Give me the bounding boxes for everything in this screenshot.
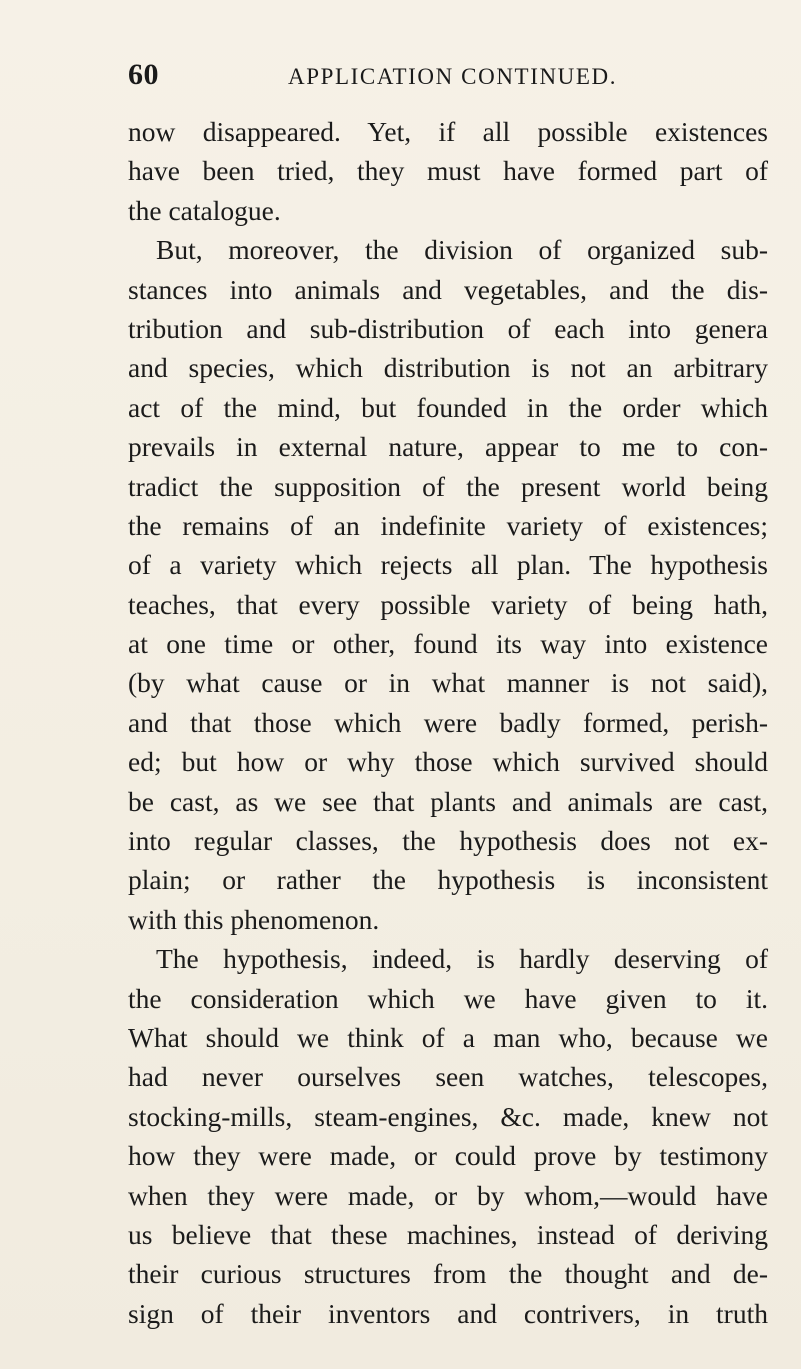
text-line: their curious structures from the thought and de- bbox=[128, 1258, 768, 1290]
text-line: (by what cause or in what manner is not said), bbox=[128, 667, 768, 699]
text-line: act of the mind, but founded in the order which bbox=[128, 391, 768, 423]
text-line: the remains of an indefinite variety of existences; bbox=[128, 509, 768, 541]
text-line: tribution and sub-distribution of each into genera bbox=[128, 312, 768, 344]
text-line: The hypothesis, indeed, is hardly deserving of bbox=[156, 943, 768, 975]
text-line: now disappeared. Yet, if all possible existences bbox=[128, 116, 768, 147]
text-line: and that those which were badly formed, perish- bbox=[128, 706, 768, 738]
text-line: when they were made, or by whom,—would have bbox=[128, 1179, 768, 1211]
text-line: prevails in external nature, appear to me to con- bbox=[128, 431, 768, 463]
text-line: into regular classes, the hypothesis does not ex- bbox=[128, 825, 768, 857]
text-line: tradict the supposition of the present world being bbox=[128, 470, 768, 502]
text-line: of a variety which rejects all plan. The hypothesis bbox=[128, 549, 768, 581]
text-line: us believe that these machines, instead of deriving bbox=[128, 1218, 768, 1250]
text-line: But, moreover, the division of organized sub- bbox=[156, 234, 768, 266]
page-number: 60 bbox=[128, 58, 159, 91]
text-line: and species, which distribution is not an arbitrary bbox=[128, 352, 768, 384]
text-line: the catalogue. bbox=[128, 194, 281, 226]
body-text bbox=[128, 112, 768, 1333]
text-line: the consideration which we have given to it. bbox=[128, 982, 768, 1014]
text-line: have been tried, they must have formed part of bbox=[128, 155, 768, 187]
page-header bbox=[128, 58, 768, 98]
text-line: stances into animals and vegetables, and the dis- bbox=[128, 273, 768, 305]
running-head: APPLICATION CONTINUED. bbox=[288, 64, 618, 89]
text-line: What should we think of a man who, because we bbox=[128, 1021, 768, 1053]
text-line: how they were made, or could prove by testimony bbox=[128, 1140, 768, 1172]
text-line: with this phenomenon. bbox=[128, 903, 380, 935]
text-line: had never ourselves seen watches, telescopes, bbox=[128, 1061, 768, 1093]
text-line: at one time or other, found its way into existence bbox=[128, 628, 768, 660]
text-line: ed; but how or why those which survived should bbox=[128, 746, 768, 778]
text-line: be cast, as we see that plants and animals are cast, bbox=[128, 785, 768, 817]
text-line: teaches, that every possible variety of being hath, bbox=[128, 588, 768, 620]
text-line: sign of their inventors and contrivers, in truth bbox=[128, 1297, 768, 1329]
text-line: plain; or rather the hypothesis is inconsistent bbox=[128, 864, 768, 896]
text-line: stocking-mills, steam-engines, &c. made, knew not bbox=[128, 1100, 768, 1132]
